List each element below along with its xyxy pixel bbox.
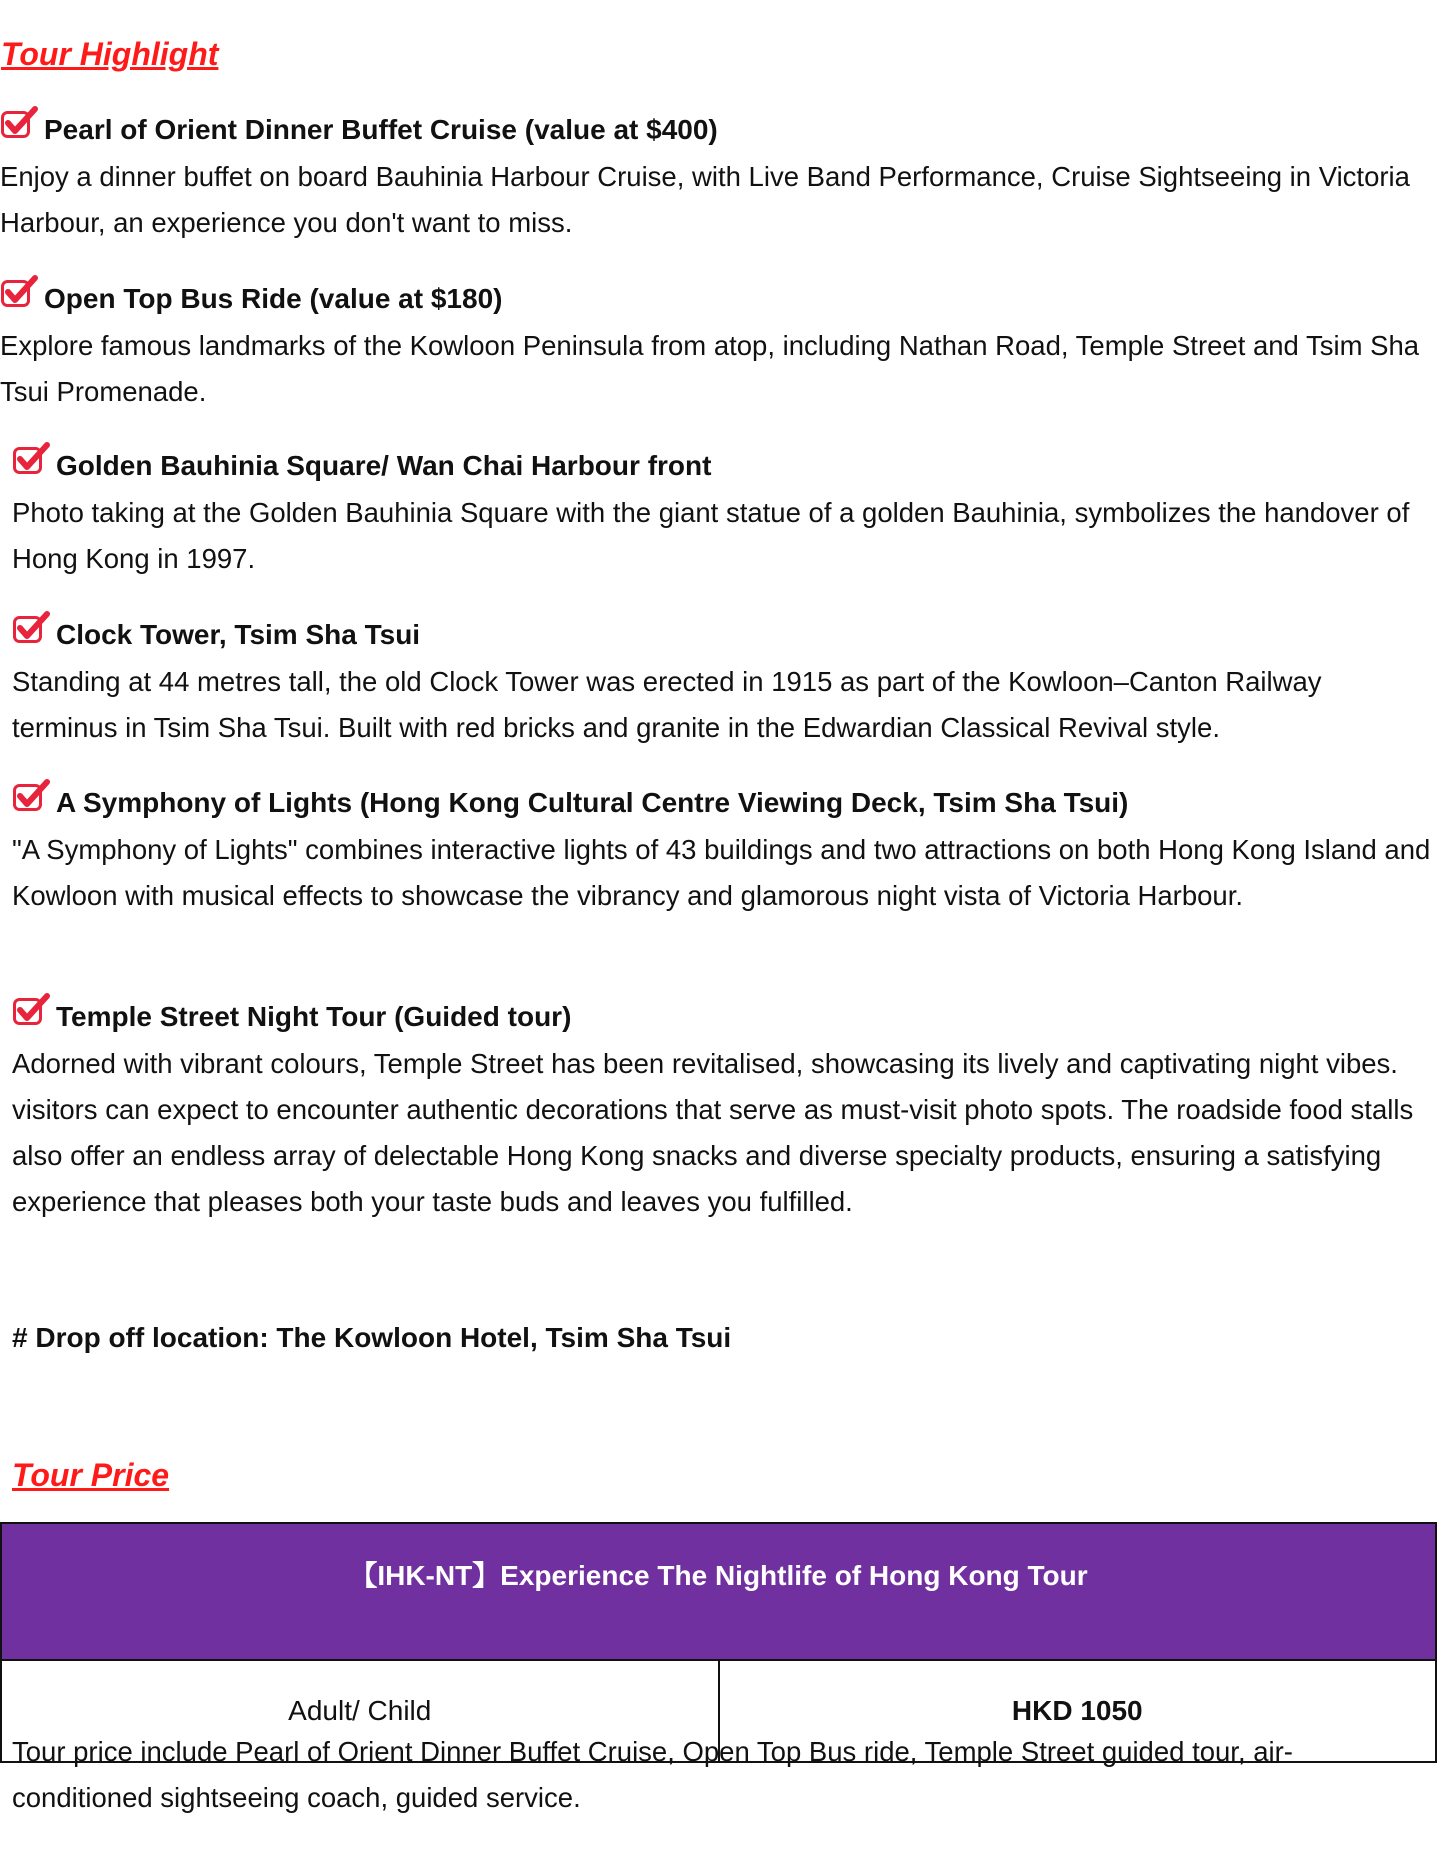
checkbox-checked-icon — [0, 106, 38, 142]
highlight-title: A Symphony of Lights (Hong Kong Cultural Centre Viewing Deck, Tsim Sha Tsui) — [56, 787, 1129, 818]
highlight-description: "A Symphony of Lights" combines interactive lights of 43 buildings and two attractions on both Hong Kong Island and Kowloon with musical effects to showcase the vibrancy and glamorous night vista of Victoria Harbour. — [12, 834, 1431, 911]
tour-highlight-title: Tour Highlight — [1, 36, 219, 72]
highlight-item-golden-bauhinia — [12, 444, 1440, 582]
checkbox-checked-icon — [12, 779, 50, 815]
price-table-header-row — [1, 1523, 1436, 1660]
checkbox-checked-icon — [12, 442, 50, 478]
highlight-description: Photo taking at the Golden Bauhinia Square with the giant statue of a golden Bauhinia, symbolizes the handover of Hong Kong in 1997. — [12, 497, 1410, 574]
price-value: HKD 1050 — [719, 1660, 1437, 1762]
price-note: Tour price include Pearl of Orient Dinner Buffet Cruise, Open Top Bus ride, Temple Street guided tour, air-conditioned sightseeing coach, guided service. — [12, 1736, 1293, 1813]
highlight-title: Clock Tower, Tsim Sha Tsui — [56, 619, 421, 650]
price-table — [0, 1522, 1437, 1763]
highlight-title: Golden Bauhinia Square/ Wan Chai Harbour front — [56, 450, 712, 481]
highlight-description: Adorned with vibrant colours, Temple Street has been revitalised, showcasing its lively and captivating night vibes. visitors can expect to encounter authentic decorations that serve as must-visit photo spots. The roadside food stalls also offer an endless array of delectable Hong Kong snacks and diverse specialty products, ensuring a satisfying experience that pleases both your taste buds and leaves you fulfilled. — [12, 1048, 1414, 1217]
highlight-description: Enjoy a dinner buffet on board Bauhinia Harbour Cruise, with Live Band Performance, Cruise Sightseeing in Victoria Harbour, an experience you don't want to miss. — [0, 161, 1410, 238]
price-table-title: 【IHK-NT】Experience The Nightlife of Hong Kong Tour — [1, 1523, 1436, 1660]
highlight-title: Pearl of Orient Dinner Buffet Cruise (value at $400) — [44, 114, 718, 145]
highlight-item-symphony-of-lights — [12, 781, 1440, 919]
checkbox-checked-icon — [12, 611, 50, 647]
price-category: Adult/ Child — [1, 1660, 719, 1762]
highlight-description: Standing at 44 metres tall, the old Clock Tower was erected in 1915 as part of the Kowloon–Canton Railway terminus in Tsim Sha Tsui. Built with red bricks and granite in the Edwardian Classical Revival style. — [12, 666, 1322, 743]
checkbox-checked-icon — [0, 275, 38, 311]
tour-price-title: Tour Price — [12, 1457, 170, 1493]
highlight-description: Explore famous landmarks of the Kowloon Peninsula from atop, including Nathan Road, Temple Street and Tsim Sha Tsui Promenade. — [0, 330, 1420, 407]
highlight-title: Temple Street Night Tour (Guided tour) — [56, 1001, 572, 1032]
highlight-item-temple-street — [12, 995, 1440, 1225]
highlight-item-clock-tower — [12, 613, 1440, 751]
highlight-item-open-top-bus — [0, 277, 1440, 415]
checkbox-checked-icon — [12, 993, 50, 1029]
dropoff-location: # Drop off location: The Kowloon Hotel, Tsim Sha Tsui — [12, 1322, 732, 1353]
highlight-item-cruise — [0, 108, 1440, 246]
highlight-title: Open Top Bus Ride (value at $180) — [44, 283, 503, 314]
